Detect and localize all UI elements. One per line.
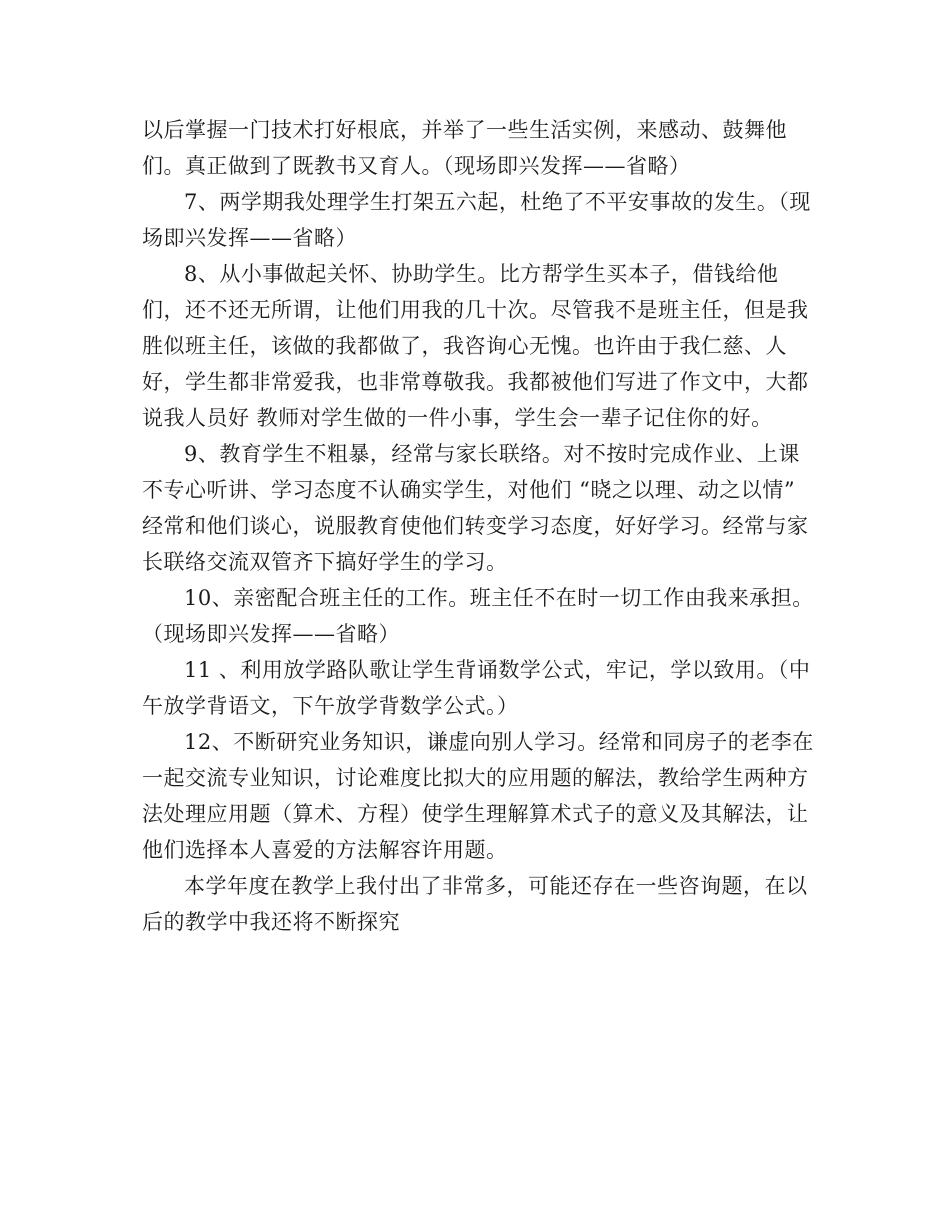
- paragraph-continuation: 以后掌握一门技术打好根底，并举了一些生活实例，来感动、鼓舞他们。真正做到了既教书又育人。（现场即兴发挥——省略）: [142, 118, 787, 178]
- paragraph-conclusion: 本学年度在教学上我付出了非常多，可能还存在一些咨询题，在以后的教学中我还将不断探究: [142, 874, 808, 934]
- paragraph-item-12: 12、不断研究业务知识，谦虚向别人学习。经常和同房子的老李在一起交流专业知识，讨论难度比拟大的应用题的解法，教给学生两种方法处理应用题（算术、方程）使学生理解算术式子的意义及其解法，让他们选择本人喜爱的方法解容许用题。: [142, 730, 814, 862]
- paragraph-item-10: 10、亲密配合班主任的工作。班主任不在时一切工作由我来承担。（现场即兴发挥——省略）: [142, 586, 814, 646]
- paragraph-item-9: 9、教育学生不粗暴，经常与家长联络。对不按时完成作业、上课不专心听讲、学习态度不认确实学生，对他们 “晓之以理、动之以情” 经常和他们谈心，说服教育使他们转变学习态度，好好学习。经常与家长联络交流双管齐下搞好学生的学习。: [142, 442, 809, 574]
- paragraph-item-7: 7、两学期我处理学生打架五六起，杜绝了不平安事故的发生。（现场即兴发挥——省略）: [142, 190, 811, 250]
- document-page: [142, 112, 814, 940]
- paragraph-item-8: 8、从小事做起关怀、协助学生。比方帮学生买本子，借钱给他们，还不还无所谓，让他们用我的几十次。尽管我不是班主任，但是我胜似班主任，该做的我都做了，我咨询心无愧。也许由于我仁慈、人好，学生都非常爱我，也非常尊敬我。我都被他们写进了作文中，大都说我人员好 教师对学生做的一件小事，学生会一辈子记住你的好。: [142, 262, 809, 430]
- paragraph-item-11: 11 、利用放学路队歌让学生背诵数学公式，牢记，学以致用。（中午放学背语文，下午放学背数学公式。）: [142, 658, 811, 718]
